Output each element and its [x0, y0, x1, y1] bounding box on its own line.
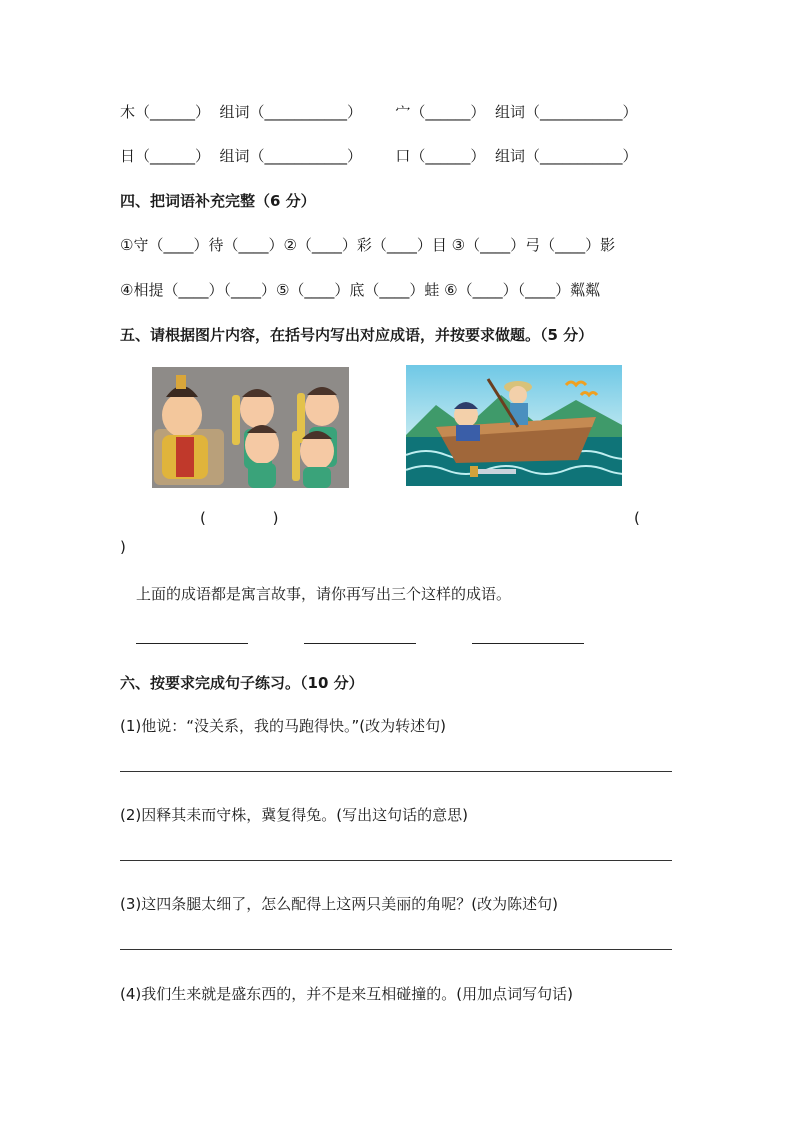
- answer-line-1[interactable]: [120, 771, 672, 772]
- question-4: (4)我们生来就是盛东西的，并不是来互相碰撞的。(用加点词写句话): [120, 985, 573, 1003]
- section-5-instruction: 上面的成语都是寓言故事，请你再写出三个这样的成语。: [136, 585, 512, 603]
- answer-line-2[interactable]: [120, 860, 672, 861]
- section-5-title: 五、请根据图片内容，在括号内写出对应成语，并按要求做题。（5 分）: [120, 326, 594, 344]
- section-4-title: 四、把词语补充完整（6 分）: [120, 192, 316, 210]
- idiom-blank-1[interactable]: [136, 643, 248, 644]
- idiom-answer-paren-2-close: ): [120, 538, 126, 556]
- picture-boat-sword: [406, 365, 622, 486]
- char-row-1: 木（______） 组词（___________） 宀（______） 组词（___________）: [120, 103, 638, 121]
- idiom-blank-3[interactable]: [472, 643, 584, 644]
- question-3: (3)这四条腿太细了，怎么配得上这两只美丽的角呢？(改为陈述句): [120, 895, 558, 913]
- idiom-blank-2[interactable]: [304, 643, 416, 644]
- fill-row-1: ①守（____）待（____）②（____）彩（____）目 ③（____）弓（____）影: [120, 236, 616, 254]
- question-2: (2)因释其耒而守株，冀复得兔。(写出这句话的意思): [120, 806, 468, 824]
- idiom-answer-paren-2-open: (: [634, 509, 640, 527]
- picture-emperor-officials: [152, 367, 349, 488]
- idiom-answer-paren-1: ( ): [200, 509, 279, 527]
- fill-row-2: ④相提（____）（____）⑤（____）底（____）蛙 ⑥（____）（____）粼粼: [120, 281, 601, 299]
- answer-line-3[interactable]: [120, 949, 672, 950]
- emperor-officials-illustration: [152, 367, 349, 488]
- char-row-2: 日（______） 组词（___________） 口（______） 组词（___________）: [120, 147, 638, 165]
- question-1: (1)他说：“没关系，我的马跑得快。”(改为转述句): [120, 717, 446, 735]
- boat-sword-illustration: [406, 365, 622, 486]
- section-6-title: 六、按要求完成句子练习。（10 分）: [120, 674, 364, 692]
